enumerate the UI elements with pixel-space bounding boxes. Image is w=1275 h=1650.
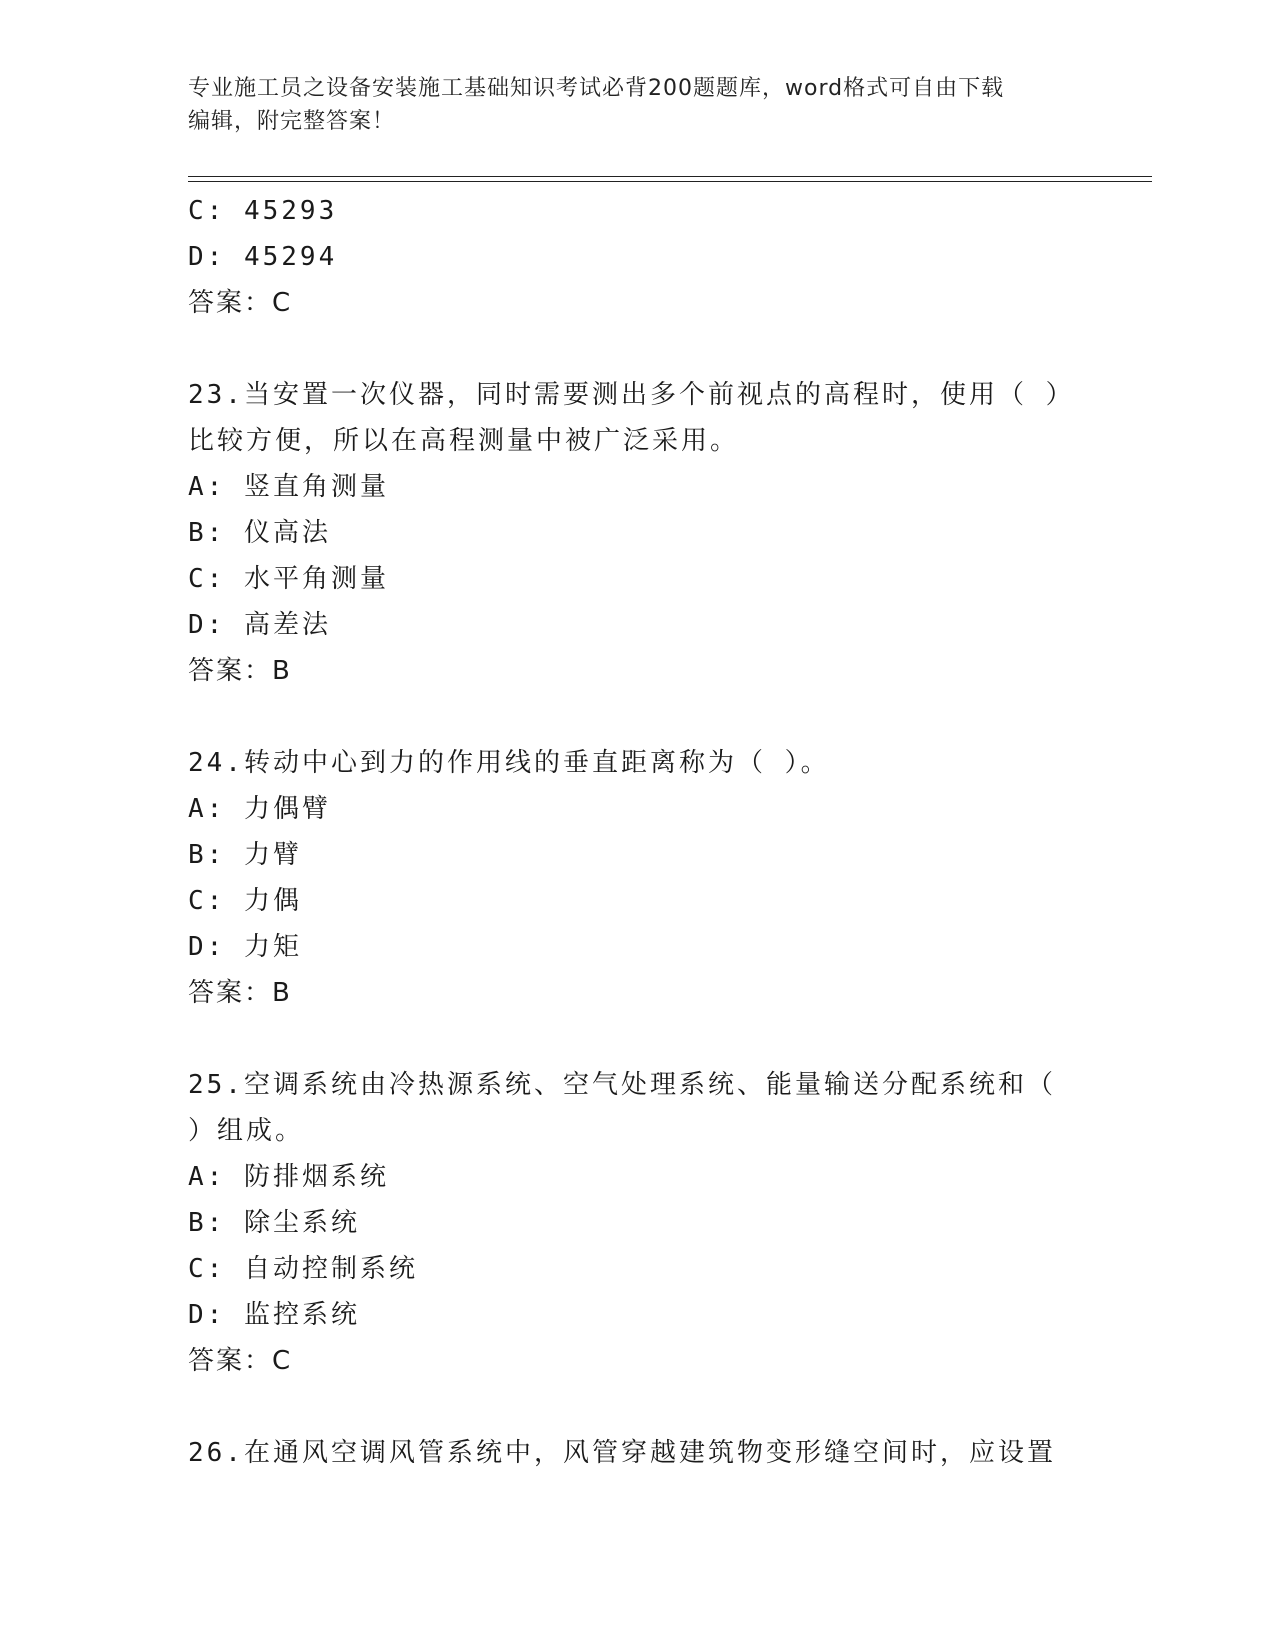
option-b: B: 除尘系统 xyxy=(188,1208,360,1238)
question-stem: 25.空调系统由冷热源系统、空气处理系统、能量输送分配系统和（ xyxy=(188,1070,1056,1100)
option-c: C: 力偶 xyxy=(188,886,302,916)
question-stem-continued: 比较方便，所以在高程测量中被广泛采用。 xyxy=(188,426,740,456)
option-a: A: 竖直角测量 xyxy=(188,472,389,502)
question-block-23 xyxy=(188,372,1088,694)
option-c: C: 水平角测量 xyxy=(188,564,389,594)
header-divider-bottom xyxy=(188,181,1152,182)
answer-line: 答案：C xyxy=(188,288,293,318)
question-block-25 xyxy=(188,1062,1088,1384)
option-c: C: 自动控制系统 xyxy=(188,1254,418,1284)
question-block-22 xyxy=(188,188,1088,326)
option-a: A: 防排烟系统 xyxy=(188,1162,389,1192)
question-block-24 xyxy=(188,740,1088,1016)
header-line-1: 专业施工员之设备安装施工基础知识考试必背200题题库，word格式可自由下载 xyxy=(188,76,1005,101)
question-stem-continued: ）组成。 xyxy=(188,1116,305,1146)
question-block-26 xyxy=(188,1430,1088,1476)
option-d: D: 高差法 xyxy=(188,610,331,640)
question-list xyxy=(188,188,1088,1476)
answer-line: 答案：B xyxy=(188,978,292,1008)
option-c: C: 45293 xyxy=(188,196,338,226)
spacer xyxy=(188,1016,1088,1062)
question-stem: 26.在通风空调风管系统中，风管穿越建筑物变形缝空间时，应设置 xyxy=(188,1438,1056,1468)
answer-line: 答案：C xyxy=(188,1346,293,1376)
spacer xyxy=(188,694,1088,740)
question-stem: 23.当安置一次仪器，同时需要测出多个前视点的高程时，使用（ ） xyxy=(188,380,1075,410)
header-divider-top xyxy=(188,176,1152,177)
spacer xyxy=(188,326,1088,372)
option-b: B: 力臂 xyxy=(188,840,302,870)
page-header xyxy=(188,72,1068,138)
option-a: A: 力偶臂 xyxy=(188,794,331,824)
spacer xyxy=(188,1384,1088,1430)
option-d: D: 45294 xyxy=(188,242,338,272)
question-stem: 24.转动中心到力的作用线的垂直距离称为（ ）。 xyxy=(188,748,830,778)
header-line-2: 编辑，附完整答案！ xyxy=(188,109,396,134)
option-d: D: 力矩 xyxy=(188,932,302,962)
answer-line: 答案：B xyxy=(188,656,292,686)
option-d: D: 监控系统 xyxy=(188,1300,360,1330)
option-b: B: 仪高法 xyxy=(188,518,331,548)
